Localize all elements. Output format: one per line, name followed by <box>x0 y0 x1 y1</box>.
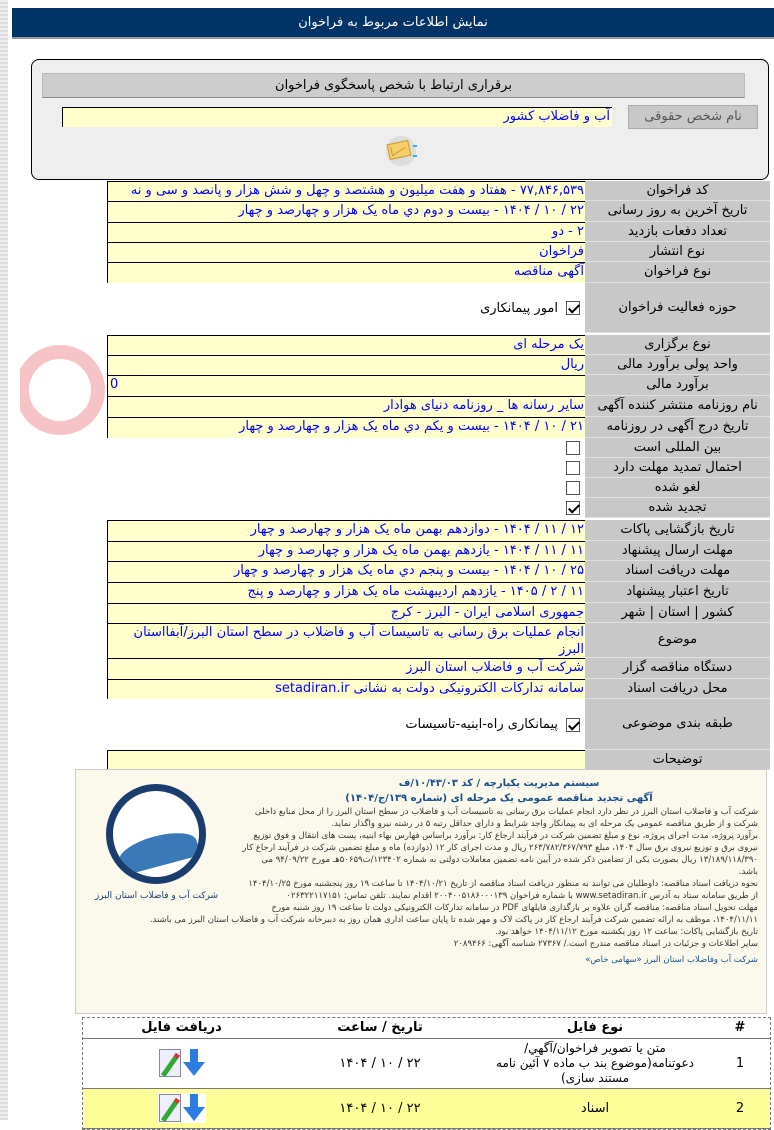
checkbox-field <box>107 283 585 333</box>
checkbox-field <box>107 458 585 478</box>
field-row <box>107 658 770 679</box>
checkbox-field <box>107 498 585 518</box>
field-row <box>107 283 770 333</box>
field-label: نوع فراخوان <box>585 262 770 283</box>
field-label: محل دریافت اسناد <box>585 679 770 699</box>
field-row <box>107 520 770 541</box>
field-label: لغو شده <box>585 478 770 498</box>
page-header: نمایش اطلاعات مربوط به فراخوان <box>12 8 774 39</box>
file-type: اسناد <box>480 1088 710 1128</box>
col-download: دریافت فایل <box>83 1018 280 1038</box>
field-row <box>107 458 770 478</box>
ad-paragraph: سایر اطلاعات و جزئیات در اسناد مناقصه مندرج است./ ۲۷۳۶۷ شناسه آگهی: ۲۰۸۹۴۶۶ <box>453 939 758 949</box>
field-label: مهلت دریافت اسناد <box>585 561 770 582</box>
field-label: تاریخ بازگشایی پاکات <box>585 520 770 541</box>
field-row <box>107 582 770 603</box>
ad-paragraph: برآورد پروژه، مدت اجرای پروژه، نوع و مبلغ تضمین شرکت در فرآیند ارجاع کار: برآورد براساس فهارس بهاء ابنیه، پست های انتقال و فوق توزیع نیروی برق و توزیع نیروی برق سال ۱۴۰۴، مبلغ ۲۶۳/۷۸۲/۳۶۷/۷۹۳ ریال و مدت اجرای کار ۱۲ (دوازده) ماه و مبلغ تضمین شرکت در فرآیند ارجاع کار ۱۳/۱۸۹/۱۱۸/۳۹۰ ریال بصورت یکی از تضامین ذکر شده در آیین نامه تضمین معاملات دولتی به شماره ۱۲۳۴۰۲/ت۵۰۶۵۹هـ مورخ ۹۴/۰۹/۲۲ می باشد. <box>242 831 758 877</box>
field-label: احتمال تمدید مهلت دارد <box>585 458 770 478</box>
checkbox[interactable] <box>566 301 580 315</box>
field-row <box>107 478 770 498</box>
checkbox-field <box>107 478 585 498</box>
field-row <box>107 335 770 355</box>
ad-title: سیستم مدیریت یکپارچه / کد ۱۰/۴۳/۰۳/ف <box>398 778 600 789</box>
field-value: ریال <box>107 355 585 375</box>
field-label: موضوع <box>585 623 770 658</box>
field-label: کد فراخوان <box>585 181 770 201</box>
field-label: نوع برگزاری <box>585 335 770 355</box>
field-label: کشور | استان | شهر <box>585 603 770 623</box>
ad-paragraph: مهلت تحویل اسناد مناقصه: مناقصه گران علاوه بر بارگذاری فایلهای PDF در سامانه تدارکات الکترونیکی دولت تا ساعت ۱۹ روز شنبه مورخ ۱۴۰۴/۱۱/۱۱، موظف به ارائه تضمین شرکت فرآیند ارجاع کار در پاکت لاک و مهر شده تا پایان ساعت اداری همان روز به دبیرخانه شرکت آب و فاضلاب استان البرز می باشند. <box>149 903 758 925</box>
field-label: تاریخ درج آگهی در روزنامه <box>585 417 770 438</box>
field-value: ۱۱ / ۱۱ / ۱۴۰۴ - یازدهم بهمن ماه یک هزار و چهارصد و چهار <box>107 541 585 561</box>
field-value: سامانه تدارکات الکترونیکی دولت به نشانی setadiran.ir <box>107 679 585 699</box>
field-value: ۲ - دو <box>107 222 585 242</box>
file-number: 1 <box>710 1038 770 1088</box>
field-label: مهلت ارسال پیشنهاد <box>585 541 770 561</box>
page-border <box>0 0 8 1120</box>
field-value: شرکت آب و فاضلاب استان البرز <box>107 658 585 679</box>
field-label: بین المللی است <box>585 438 770 458</box>
logo-block <box>84 776 234 914</box>
checkbox[interactable] <box>566 501 580 515</box>
field-row <box>107 355 770 375</box>
field-row <box>107 222 770 242</box>
field-value: ۱۲ / ۱۱ / ۱۴۰۴ - دوازدهم بهمن ماه یک هزار و چهارصد و چهار <box>107 520 585 541</box>
field-value: یک مرحله ای <box>107 335 585 355</box>
file-actions <box>159 1049 205 1077</box>
checkbox[interactable] <box>566 461 580 475</box>
checkbox-field <box>107 699 585 750</box>
field-label: دستگاه مناقصه گزار <box>585 658 770 679</box>
field-label: نوع انتشار <box>585 242 770 262</box>
field-value: جمهوری اسلامی ایران - البرز - کرج <box>107 603 585 623</box>
field-row <box>107 262 770 283</box>
edit-document-icon[interactable] <box>159 1049 181 1077</box>
checkbox-field <box>107 438 585 458</box>
ad-footer: شرکت آب وفاضلاب استان البرز «سهامی خاص» <box>585 955 758 965</box>
field-label: تاریخ اعتبار پیشنهاد <box>585 582 770 603</box>
field-label: حوزه فعالیت فراخوان <box>585 283 770 333</box>
tender-details-form <box>107 181 770 770</box>
legal-person-label: نام شخص حقوقی <box>628 105 758 129</box>
field-label: نام روزنامه منتشر کننده آگهی <box>585 396 770 417</box>
checkbox[interactable] <box>566 441 580 455</box>
field-row <box>107 201 770 222</box>
field-value: انجام عملیات برق رسانی به تاسیسات آب و فاضلاب در سطح استان البرز/آبفااستان البرز <box>107 623 585 658</box>
file-actions <box>158 1093 206 1123</box>
field-row <box>107 541 770 561</box>
field-row <box>107 603 770 623</box>
field-row <box>107 623 770 658</box>
field-value: ۱۱ / ۲ / ۱۴۰۵ - یازدهم اردیبهشت ماه یک هزار و چهارصد و پنج <box>107 582 585 603</box>
file-date: ۲۲ / ۱۰ / ۱۴۰۴ <box>280 1088 480 1128</box>
send-mail-icon[interactable] <box>386 136 416 166</box>
field-value: ۲۵ / ۱۰ / ۱۴۰۴ - بیست و پنجم دي ماه یک هزار و چهارصد و چهار <box>107 561 585 582</box>
field-value: آگهی مناقصه <box>107 262 585 283</box>
table-row <box>83 1088 770 1128</box>
checkbox-label: امور پیمانکاری <box>480 300 558 316</box>
edit-document-icon[interactable] <box>159 1094 181 1122</box>
col-number: # <box>710 1018 770 1038</box>
file-number: 2 <box>710 1088 770 1128</box>
ad-paragraph: شرکت آب و فاضلاب استان البرز در نظر دارد انجام عملیات برق رسانی به تاسیسات آب و فاضلاب در سطح استان البرز را از محل منابع داخلی شرکت و از طریق مناقصه عمومی یک مرحله ای به پیمانکار واجد شرایط و دارای حداقل رتبه ۵ در رشته نیرو واگذار نماید. <box>254 807 758 829</box>
field-row <box>107 242 770 262</box>
file-date: ۲۲ / ۱۰ / ۱۴۰۴ <box>280 1038 480 1088</box>
company-logo <box>106 784 206 884</box>
field-value: 0 <box>107 375 585 396</box>
checkbox-label: پیمانکاری راه-ابنیه-تاسیسات <box>405 717 558 732</box>
field-value <box>107 750 585 770</box>
table-row <box>83 1038 770 1088</box>
field-row <box>107 750 770 770</box>
download-arrow-icon[interactable] <box>183 1049 205 1077</box>
field-row <box>107 375 770 396</box>
field-row <box>107 561 770 582</box>
field-label: تاریخ آخرین به روز رسانی <box>585 201 770 222</box>
field-label: تجدید شده <box>585 498 770 518</box>
contact-panel <box>31 59 769 180</box>
col-file-type: نوع فایل <box>480 1018 710 1038</box>
field-row <box>107 396 770 417</box>
ad-paragraph: تاریخ بازگشایی پاکات: ساعت ۱۲ روز یکشنبه مورخ ۱۴۰۴/۱۱/۱۲ خواهد بود. <box>494 927 758 937</box>
logo-text: شرکت آب و فاضلاب استان البرز <box>94 891 219 901</box>
field-value: ۷۷,۸۴۶,۵۳۹ - هفتاد و هفت میلیون و هشتصد و چهل و شش هزار و پانصد و سی و نه <box>107 181 585 201</box>
field-row <box>107 699 770 750</box>
field-row <box>107 438 770 458</box>
ad-subtitle: آگهی تجدید مناقصه عمومی یک مرحله ای (شماره ۱۳۹/ج/۱۴۰۴) <box>345 793 653 804</box>
checkbox[interactable] <box>566 718 580 732</box>
legal-person-value: آب و فاضلاب کشور <box>62 107 612 127</box>
files-table <box>82 1017 771 1130</box>
ad-paragraph: نحوه دریافت اسناد مناقصه: داوطلبان می توانند به منظور دریافت اسناد مناقصه از تاریخ ۱۴۰۴/۱۰/۲۱ تا ساعت ۱۹ روز پنجشنبه مورخ ۱۴۰۴/۱۰/۲۵ از طریق سامانه ستاد به آدرس www.setadiran.ir با شماره فراخوان ۲۰۰۴۰۰۵۱۸۶۰۰۰۱۳۹ اقدام نمایند. تلفن تماس: ۰۲۶۳۲۲۱۱۷۱۵۱ <box>248 879 758 901</box>
field-row <box>107 679 770 699</box>
file-type: متن یا تصویر فراخوان/آگهي/دعوتنامه(موضوع بند ب ماده ۷ آئین نامه مستند سازی) <box>480 1038 710 1088</box>
download-arrow-icon[interactable] <box>183 1094 205 1122</box>
field-value: سایر رسانه ها _ روزنامه دنیای هوادار <box>107 396 585 417</box>
field-label: توضیحات <box>585 750 770 770</box>
tender-advertisement-image <box>75 769 767 1014</box>
checkbox[interactable] <box>566 481 580 495</box>
field-value: ۲۲ / ۱۰ / ۱۴۰۴ - بیست و دوم دي ماه یک هزار و چهارصد و چهار <box>107 201 585 222</box>
field-label: طبقه بندی موضوعی <box>585 699 770 750</box>
field-label: واحد پولی برآورد مالی <box>585 355 770 375</box>
field-row <box>107 181 770 201</box>
field-label: تعداد دفعات بازدید <box>585 222 770 242</box>
field-label: برآورد مالی <box>585 375 770 396</box>
field-value: فراخوان <box>107 242 585 262</box>
field-value: ۲۱ / ۱۰ / ۱۴۰۴ - بیست و یکم دي ماه یک هزار و چهارصد و چهار <box>107 417 585 438</box>
contact-responder-button[interactable]: برقراری ارتباط با شخص پاسخگوی فراخوان <box>42 73 745 98</box>
col-date: تاریخ / ساعت <box>280 1018 480 1038</box>
field-row <box>107 498 770 518</box>
field-row <box>107 417 770 438</box>
